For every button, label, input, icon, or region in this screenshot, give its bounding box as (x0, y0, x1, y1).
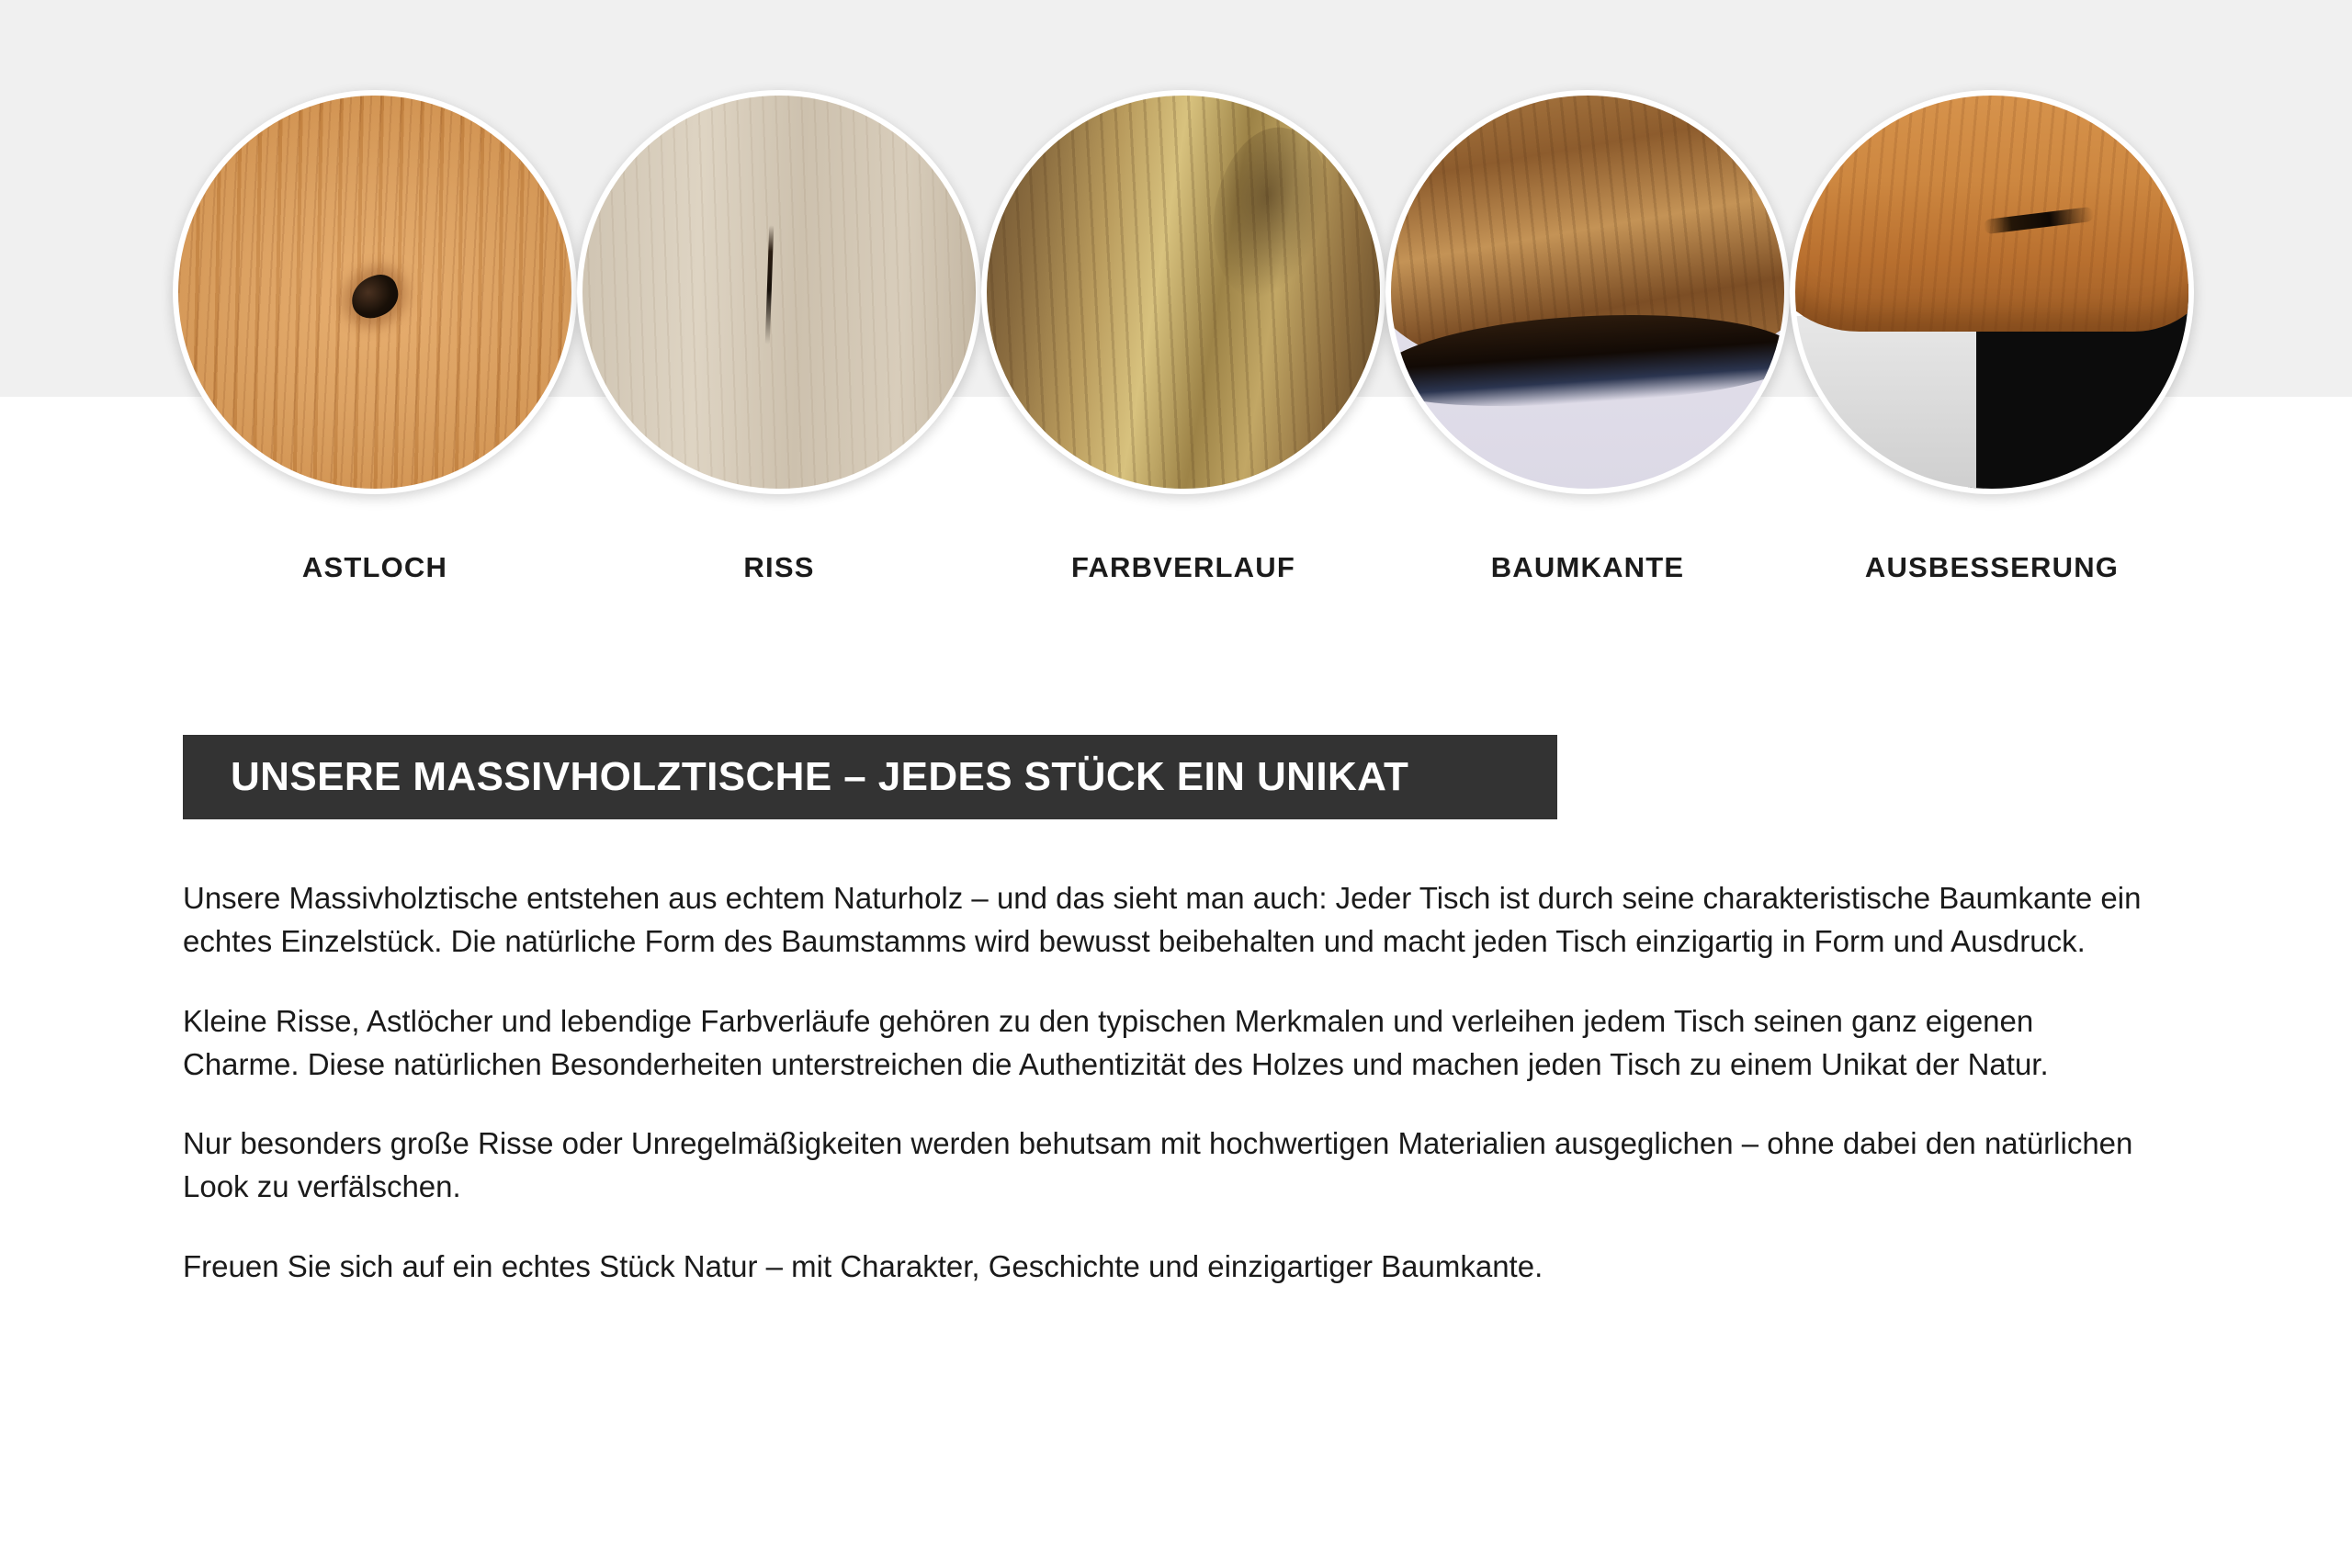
feature-astloch (173, 90, 577, 584)
feature-label-astloch: ASTLOCH (301, 551, 448, 583)
feature-riss (577, 90, 981, 584)
wood-repair-photo-icon (1795, 96, 2188, 489)
paragraph-4: Freuen Sie sich auf ein echtes Stück Natur – mit Charakter, Geschichte und einzigartiger Baumkante. (183, 1249, 1544, 1284)
wood-live-edge-photo-icon (1391, 96, 1784, 489)
circle-frame-ausbesserung (1790, 90, 2194, 494)
circle-frame-astloch (173, 90, 577, 494)
table-top-edge-shape (1795, 96, 2188, 332)
wood-color-gradient-photo-icon (987, 96, 1380, 489)
feature-label-baumkante: BAUMKANTE (1490, 551, 1685, 583)
wood-crack-photo-icon (582, 96, 976, 489)
paragraph-2: Kleine Risse, Astlöcher und lebendige Farbverläufe gehören zu den typischen Merkmalen und verleihen jedem Tisch seinen ganz eigenen Charme. Diese natürlichen Besonderheiten unterstreichen die Authentizität des Holzes und machen jeden Tisch zu einem Unikat der Natur. (183, 1003, 2049, 1081)
circle-image-wrap-astloch (173, 90, 577, 549)
background-light-area (1795, 316, 1976, 489)
feature-farbverlauf (981, 90, 1385, 584)
wood-knot-photo-icon (178, 96, 571, 489)
circle-frame-farbverlauf (981, 90, 1385, 494)
circle-image-wrap-baumkante (1385, 90, 1790, 549)
feature-ausbesserung (1790, 90, 2194, 584)
feature-baumkante (1385, 90, 1790, 584)
circle-frame-riss (577, 90, 981, 494)
feature-label-ausbesserung: AUSBESSERUNG (1864, 551, 2120, 583)
circle-image-wrap-riss (577, 90, 981, 549)
circle-image-wrap-farbverlauf (981, 90, 1385, 549)
feature-label-farbverlauf: FARBVERLAUF (1071, 551, 1295, 583)
feature-label-riss: RISS (743, 551, 815, 583)
circle-frame-baumkante (1385, 90, 1790, 494)
page-title: UNSERE MASSIVHOLZTISCHE – JEDES STÜCK EIN UNIKAT (231, 754, 1409, 799)
wood-characteristics-gallery (173, 90, 2194, 584)
paragraph-3: Nur besonders große Risse oder Unregelmäßigkeiten werden behutsam mit hochwertigen Materialien ausgeglichen – ohne dabei den natürlichen Look zu verfälschen. (183, 1126, 2133, 1204)
paragraph-1: Unsere Massivholztische entstehen aus echtem Naturholz – und das sieht man auch: Jeder Tisch ist durch seine charakteristische Baumkante ein echtes Einzelstück. Die natürliche Form des Baumstamms wird bewusst beibehalten und macht jeden Tisch einzigartig in Form und Ausdruck. (183, 881, 2142, 958)
circle-image-wrap-ausbesserung (1790, 90, 2194, 549)
headline-bar (183, 735, 1557, 819)
body-copy (183, 877, 2149, 1289)
